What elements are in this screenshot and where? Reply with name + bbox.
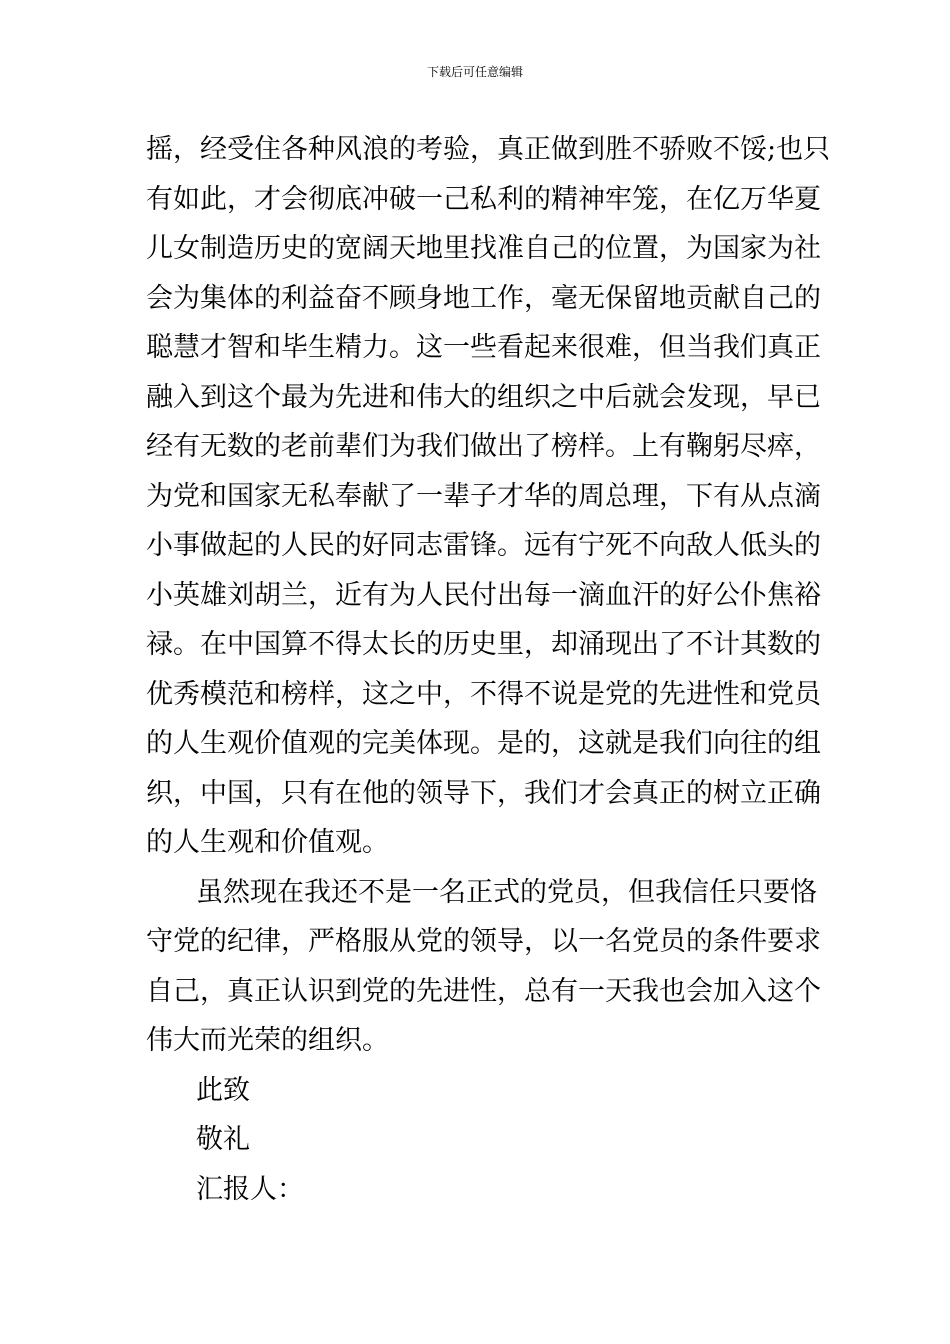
text-line: 禄。在中国算不得太长的历史里，却涌现出了不计其数的 [146, 629, 821, 660]
text-line: 织，中国，只有在他的领导下，我们才会真正的树立正确 [146, 777, 821, 809]
closing [146, 1066, 816, 1215]
text-line: 虽然现在我还不是一名正式的党员，但我信任只要恪 [196, 876, 817, 908]
text-line: 守党的纪律，严格服从党的领导，以一名党员的条件要求 [146, 926, 821, 957]
text-line: 融入到这个最为先进和伟大的组织之中后就会发现，早已 [146, 381, 821, 413]
text-line: 聪慧才智和毕生精力。这一些看起来很难，但当我们真正 [146, 332, 821, 363]
reporter-label: 汇报人： [196, 1173, 304, 1205]
text-line: 经有无数的老前辈们为我们做出了榜样。上有鞠躬尽瘁， [146, 431, 821, 462]
text-line: 伟大而光荣的组织。 [146, 1025, 389, 1056]
text-line: 有如此，才会彻底冲破一己私利的精神牢笼，在亿万华夏 [146, 183, 821, 215]
text-line: 会为集体的利益奋不顾身地工作，毫无保留地贡献自己的 [146, 282, 821, 314]
respect-line: 敬礼 [196, 1124, 250, 1155]
text-line: 儿女制造历史的宽阔天地里找准自己的位置，为国家为社 [146, 233, 821, 264]
text-line: 优秀模范和榜样，这之中，不得不说是党的先进性和党员 [146, 678, 821, 710]
text-line: 摇，经受住各种风浪的考验，真正做到胜不骄败不馁;也只 [146, 134, 831, 165]
text-line: 为党和国家无私奉献了一辈子才华的周总理，下有从点滴 [146, 480, 821, 512]
document-body [146, 125, 831, 1214]
text-line: 自己，真正认识到党的先进性，总有一天我也会加入这个 [146, 975, 821, 1007]
text-line: 小英雄刘胡兰，近有为人民付出每一滴血汗的好公仆焦裕 [146, 579, 821, 611]
text-line: 小事做起的人民的好同志雷锋。远有宁死不向敌人低头的 [146, 530, 821, 561]
text-line: 的人生观价值观的完美体现。是的，这就是我们向往的组 [146, 728, 821, 759]
text-line: 的人生观和价值观。 [146, 827, 389, 858]
header-note: 下载后可任意编辑 [426, 65, 523, 79]
paragraph [146, 125, 831, 868]
paragraph [146, 868, 821, 1066]
salutation: 此致 [196, 1074, 250, 1106]
